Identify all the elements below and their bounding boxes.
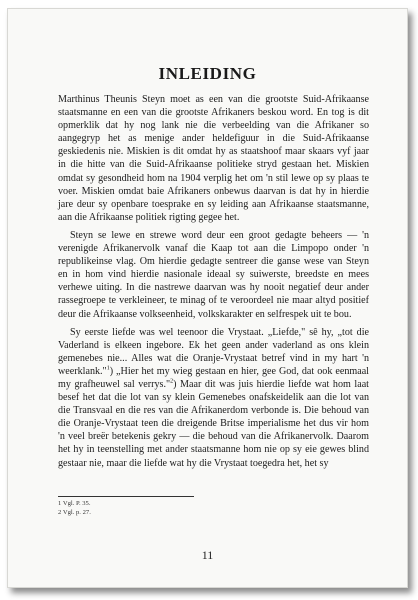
paragraph-2: Steyn se lewe en strewe word deur een groot gedagte beheers — 'n verenigde Afrikanervolk vanaf die Kaap tot aan die Limpopo onder 'n republikeinse vlag. Om hierdie gedagte sentreer die ganse wese van Steyn en in hom vind hierdie nasionale ideaal sy suiwerste, breedste en mees verhewe uiting. In die nastrewe daarvan was hy nooit negatief deur ander rassegroepe te verkleineer, te minag of te veroordeel nie maar altyd positief deur die Afrikaanse volkseenheid, volkskarakter en selfrespek uit te bou. — [58, 229, 369, 320]
body-text — [58, 93, 369, 475]
footnote-divider — [58, 496, 194, 497]
paragraph-3-part-3: ) Maar dit was juis hierdie liefde wat hom laat besef het dat die lot van sy klein Gemenebes onafskeidelik aan die lot van die Transvaal en die res van die Afrikanerdom verbonde is. Die behoud van die Oranje-Vrystaat teen die dreigende Britse imperialisme het dus vir hom 'n veel breër betekenis gekry — die behoud van die Afrikanervolk. Daarom het hy in teenstelling met ander staatsmanne hom nie op sy eie gewes blind gestaar nie, maar die liefde wat hy die Vrystaat toegedra het, het sy — [58, 378, 369, 469]
footnote-2: 2 Vgl. p. 27. — [58, 508, 91, 516]
footnotes — [58, 500, 91, 517]
book-page — [7, 8, 408, 588]
chapter-title: INLEIDING — [158, 64, 257, 83]
paragraph-3-part-1: Sy eerste liefde was wel teenoor die Vrystaat. „Liefde," sê hy, „tot die Vaderland is elkeen ingebore. Ek het geen ander vaderland as ons klein gemenebes nie... Alles wat die Oranje-Vrystaat betref vind in my hart 'n weerklank." — [58, 326, 369, 377]
paragraph-3-part-2: ) „Hier het my wieg gestaan en hier, gee God, dat ook eenmaal my grafheuwel sal verrys." — [58, 365, 369, 390]
footnote-ref-1: 1 — [106, 365, 110, 372]
page-number: 11 — [201, 548, 214, 562]
paragraph-1: Marthinus Theunis Steyn moet as een van die grootste Suid-Afrikaanse staatsmanne en een van die grootste Afrikaners beskou word. En tog is dit opmerklik dat hy nog lank nie die verbeelding van die Afrikaner so aangegryp het as menige ander heldefiguur in die Suid-Afrikaanse geskiedenis nie. Miskien is dit omdat hy as staatshoof maar skaars vyf jaar in die hitte van die Suid-Afrikaanse politieke stryd gestaan het. Miskien omdat sy gesondheid hom na 1904 verplig het om 'n stil lewe op sy plaas te voer. Miskien omdat baie Afrikaners onbewus daarvan is dat hy in hierdie jare deur sy openbare toesprake en sy leiding aan Afrikaanse staatsmanne, aan die Afrikaanse politiek rigting gegee het. — [58, 94, 369, 223]
footnote-ref-2: 2 — [170, 378, 174, 385]
paragraph-3 — [58, 326, 369, 470]
footnote-1: 1 Vgl. P. 35. — [58, 500, 91, 507]
